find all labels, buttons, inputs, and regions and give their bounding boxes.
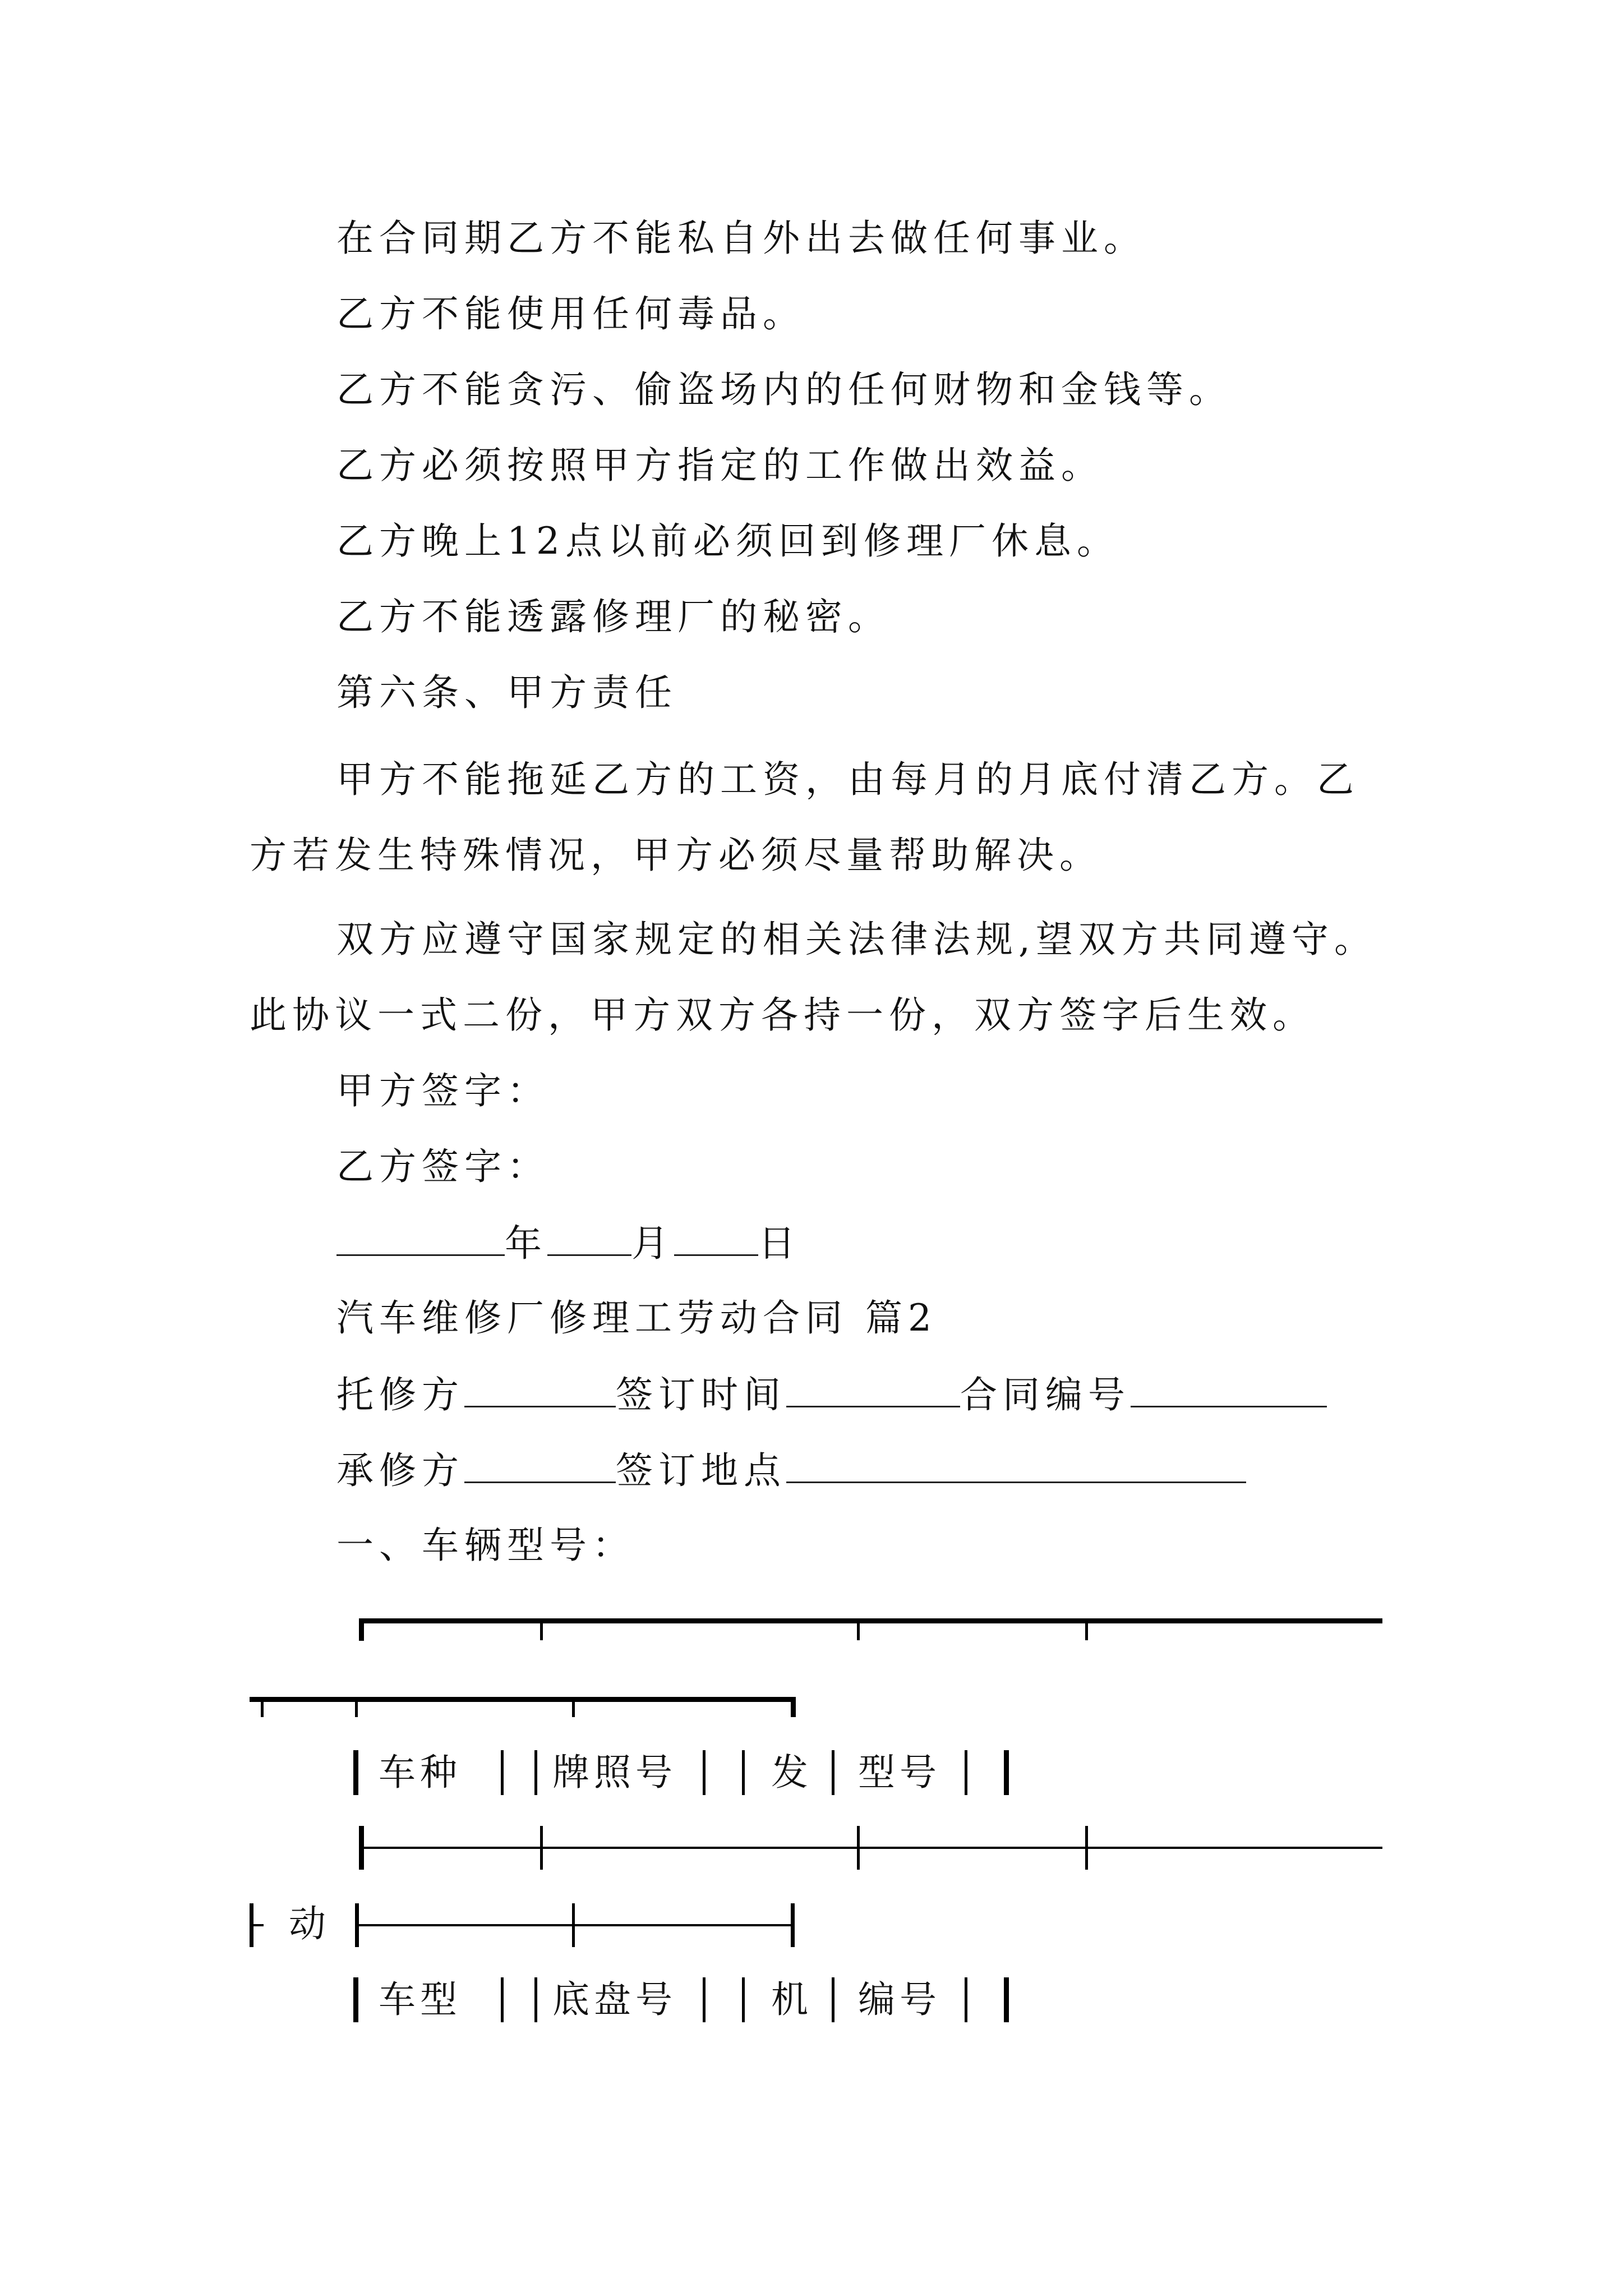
cell-border: [501, 1977, 504, 2022]
month-blank[interactable]: [547, 1217, 631, 1256]
year-label: 年: [505, 1222, 547, 1265]
client-blank[interactable]: [464, 1369, 616, 1407]
table-tick: [261, 1697, 264, 1717]
table-tick: [791, 1903, 795, 1947]
sign-place-blank[interactable]: [786, 1444, 1246, 1483]
paragraph-no-theft: 乙方不能贪污、偷盗场内的任何财物和金钱等。: [336, 368, 1232, 411]
table-tick: [359, 1826, 364, 1870]
table-tick: [572, 1903, 575, 1947]
cell-border: [534, 1977, 537, 2022]
cell-border: [742, 1750, 745, 1795]
cell-engine-middle: 动: [289, 1902, 330, 1945]
table-tick: [857, 1620, 860, 1640]
cell-border: [703, 1750, 706, 1795]
month-label: 月: [631, 1222, 674, 1265]
year-blank[interactable]: [336, 1217, 505, 1256]
table-tick: [355, 1697, 358, 1717]
contract-number-blank[interactable]: [1131, 1369, 1327, 1407]
paragraph-curfew: 乙方晚上12点以前必须回到修理厂休息。: [336, 519, 1119, 563]
party-b-signature: 乙方签字：: [336, 1145, 550, 1188]
cell-vehicle-type: 车种: [379, 1751, 462, 1794]
table-tick: [1085, 1826, 1088, 1870]
cell-border: [965, 1750, 967, 1795]
table-tick: [540, 1826, 543, 1870]
cell-border: [703, 1977, 706, 2022]
cell-model: 型号: [858, 1751, 941, 1794]
paragraph-no-outside-work: 在合同期乙方不能私自外出去做任何事业。: [336, 217, 1146, 260]
date-line: [336, 1217, 801, 1269]
contractor-blank[interactable]: [464, 1444, 616, 1483]
contract-info-row1: [336, 1369, 1327, 1420]
table-mid-stub: [250, 1924, 264, 1926]
cell-border: [1004, 1977, 1009, 2022]
contract-number-label: 合同编号: [960, 1373, 1131, 1416]
cell-chassis-number: 底盘号: [552, 1978, 677, 2021]
paragraph-follow-instructions: 乙方必须按照甲方指定的工作做出效益。: [336, 444, 1104, 487]
paragraph-no-drugs: 乙方不能使用任何毒品。: [336, 292, 805, 335]
sign-time-blank[interactable]: [786, 1369, 960, 1407]
cell-engine-top: 发: [771, 1751, 813, 1794]
cell-border: [353, 1977, 358, 2022]
cell-border: [353, 1750, 358, 1795]
contract-title-2: 汽车维修厂修理工劳动合同 篇2: [336, 1296, 937, 1340]
section-vehicle-model: 一、车辆型号：: [336, 1524, 635, 1567]
cell-vehicle-model: 车型: [379, 1978, 462, 2021]
table-tick: [572, 1697, 575, 1717]
cell-border: [1004, 1750, 1009, 1795]
table-tick: [1085, 1620, 1088, 1640]
table-top-border: [359, 1618, 1382, 1623]
cell-border: [534, 1750, 537, 1795]
paragraph-confidentiality: 乙方不能透露修理厂的秘密。: [336, 595, 891, 638]
paragraph-law-line1: 双方应遵守国家规定的相关法律法规,望双方共同遵守。: [336, 918, 1377, 961]
cell-border: [832, 1977, 834, 2022]
contract-info-row2: [336, 1444, 1246, 1496]
client-label: 托修方: [336, 1373, 464, 1416]
table-tick: [540, 1620, 543, 1640]
table-mid-border: [359, 1847, 1382, 1849]
paragraph-law-line2: 此协议一式二份，甲方双方各持一份，双方签字后生效。: [250, 993, 1315, 1037]
cell-engine-bottom: 机: [771, 1978, 813, 2021]
cell-number: 编号: [858, 1978, 941, 2021]
cell-license-number: 牌照号: [552, 1751, 677, 1794]
contractor-label: 承修方: [336, 1449, 464, 1492]
paragraph-party-a-duty-line1: 甲方不能拖延乙方的工资，由每月的月底付清乙方。乙: [336, 758, 1359, 801]
cell-border: [501, 1750, 504, 1795]
table-corner-tick: [359, 1618, 364, 1641]
article-heading: 第六条、甲方责任: [336, 671, 677, 714]
cell-border: [965, 1977, 967, 2022]
party-a-signature: 甲方签字：: [336, 1069, 550, 1112]
paragraph-party-a-duty-line2: 方若发生特殊情况，甲方必须尽量帮助解决。: [250, 834, 1102, 877]
table-tick: [791, 1697, 796, 1717]
cell-border: [742, 1977, 745, 2022]
sign-time-label: 签订时间: [616, 1373, 786, 1416]
day-label: 日: [758, 1222, 801, 1265]
sign-place-label: 签订地点: [616, 1449, 786, 1492]
day-blank[interactable]: [674, 1217, 758, 1256]
cell-border: [832, 1750, 834, 1795]
table-tick: [857, 1826, 860, 1870]
table-top-border-wrap: [250, 1697, 794, 1702]
